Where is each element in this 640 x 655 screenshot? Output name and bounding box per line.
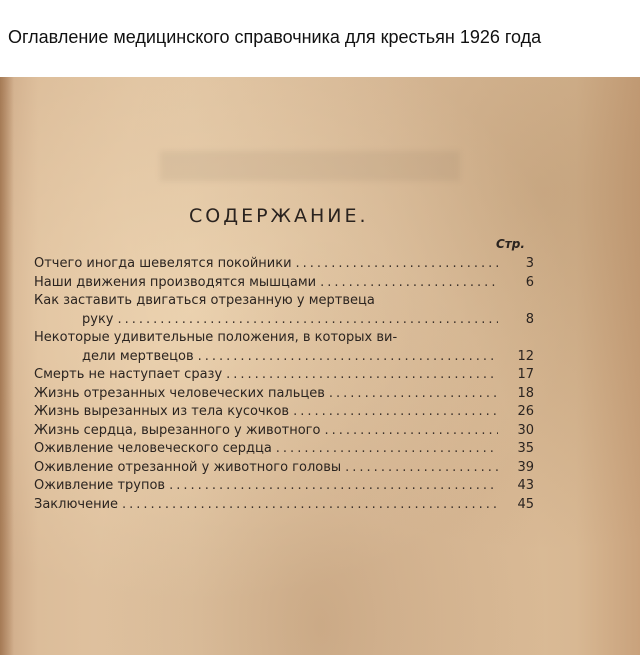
show-through-header bbox=[160, 151, 460, 181]
entry-page: 12 bbox=[517, 348, 534, 364]
entry-page: 26 bbox=[517, 404, 534, 419]
dot-leader bbox=[329, 385, 498, 404]
entry-page: 43 bbox=[517, 478, 534, 493]
toc-heading: СОДЕРЖАНИЕ. bbox=[189, 205, 369, 227]
toc-entry bbox=[34, 440, 534, 459]
entry-title: Как заставить двигаться отрезанную у мертвеца bbox=[34, 293, 375, 308]
entry-page: 6 bbox=[525, 274, 534, 290]
dot-leader bbox=[169, 477, 498, 496]
entry-page: 3 bbox=[525, 256, 534, 271]
entry-title: Наши движения производятся мышцами bbox=[34, 274, 317, 290]
entry-title: Жизнь вырезанных из тела кусочков bbox=[34, 404, 290, 419]
entry-page: 35 bbox=[517, 441, 534, 456]
entry-page: 17 bbox=[517, 367, 534, 382]
toc-entry bbox=[34, 292, 534, 329]
page-column-label: Стр. bbox=[496, 237, 525, 251]
toc-entry bbox=[34, 403, 534, 422]
toc-entry bbox=[34, 385, 534, 404]
entry-title: Некоторые удивительные положения, в которых ви- bbox=[34, 330, 398, 345]
book-page-photo bbox=[0, 77, 640, 655]
dot-leader bbox=[276, 440, 498, 459]
entry-page: 45 bbox=[517, 496, 534, 512]
toc-entry bbox=[34, 366, 534, 385]
entry-title-continuation: руку bbox=[82, 311, 114, 327]
dot-leader bbox=[296, 255, 498, 274]
dot-leader bbox=[324, 422, 498, 441]
entry-page: 30 bbox=[517, 422, 534, 438]
dot-leader bbox=[293, 403, 498, 422]
entry-title: Жизнь отрезанных человеческих пальцев bbox=[34, 385, 325, 401]
dot-leader bbox=[345, 459, 498, 478]
dot-leader bbox=[198, 348, 498, 367]
dot-leader bbox=[226, 366, 498, 385]
entry-title: Заключение bbox=[34, 496, 119, 512]
dot-leader bbox=[118, 311, 499, 330]
toc-entries bbox=[34, 255, 534, 514]
toc-entry bbox=[34, 329, 534, 366]
toc-entry bbox=[34, 274, 534, 293]
image-caption: Оглавление медицинского справочника для крестьян 1926 года bbox=[8, 27, 542, 47]
entry-title-continuation: дели мертвецов bbox=[82, 348, 194, 364]
entry-title: Отчего иногда шевелятся покойники bbox=[34, 256, 292, 271]
toc-entry bbox=[34, 255, 534, 274]
entry-title: Оживление трупов bbox=[34, 478, 166, 493]
entry-page: 8 bbox=[525, 311, 534, 327]
entry-page: 18 bbox=[517, 385, 534, 401]
entry-title: Жизнь сердца, вырезанного у животного bbox=[34, 422, 321, 438]
toc-entry bbox=[34, 422, 534, 441]
entry-page: 39 bbox=[517, 459, 534, 475]
entry-title: Оживление отрезанной у животного головы bbox=[34, 459, 342, 475]
entry-title: Смерть не наступает сразу bbox=[34, 367, 223, 382]
toc-entry bbox=[34, 496, 534, 515]
toc-entry bbox=[34, 459, 534, 478]
toc-entry bbox=[34, 477, 534, 496]
dot-leader bbox=[122, 496, 498, 515]
entry-title: Оживление человеческого сердца bbox=[34, 441, 272, 456]
dot-leader bbox=[320, 274, 498, 293]
